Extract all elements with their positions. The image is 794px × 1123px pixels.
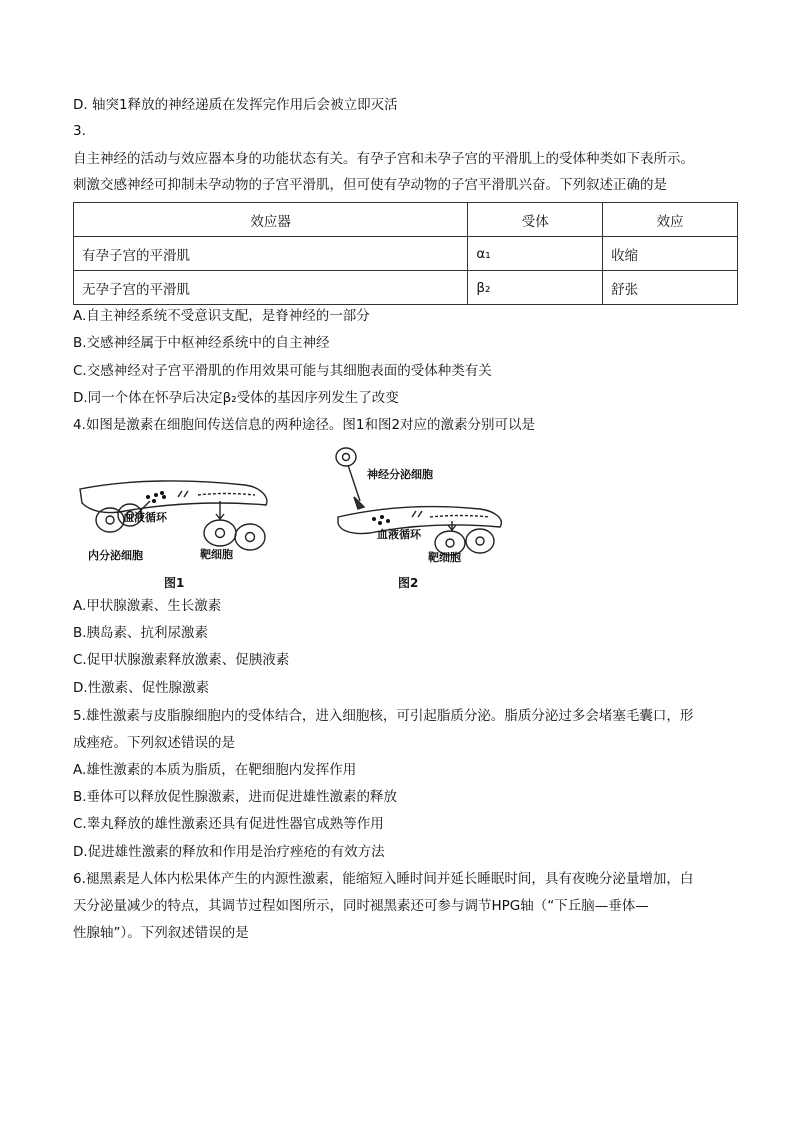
fig2-neuro-label: 神经分泌细胞 [367,468,433,481]
q3-option-b: B.交感神经属于中枢神经系统中的自主神经 [73,335,330,351]
table-cell: β₂ [468,271,603,305]
q6-stem-line1: 6.褪黑素是人体内松果体产生的内源性激素，能缩短入睡时间并延长睡眠时间，具有夜晚分泌量增加，白 [73,871,694,887]
q5-stem-line2: 成痤疮。下列叙述错误的是 [73,735,235,751]
q3-number: 3. [73,123,86,139]
q3-option-d: D.同一个体在怀孕后决定β₂受体的基因序列发生了改变 [73,390,399,406]
q5-option-d: D.促进雄性激素的释放和作用是治疗痤疮的有效方法 [73,844,385,860]
table-cell: 有孕子宫的平滑肌 [74,237,468,271]
figure-2-diagram [330,445,510,570]
table-row [74,271,738,305]
q5-option-c: C.睾丸释放的雄性激素还具有促进性器官成熟等作用 [73,816,384,832]
receptor-table [73,202,738,305]
table-row [74,237,738,271]
q3-stem-line2: 刺激交感神经可抑制未孕动物的子宫平滑肌，但可使有孕动物的子宫平滑肌兴奋。下列叙述正确的是 [73,177,667,193]
fig1-endocrine-label: 内分泌细胞 [88,549,143,562]
table-header-row [74,203,738,237]
q3-option-a: A.自主神经系统不受意识支配，是脊神经的一部分 [73,308,370,324]
q5-stem-line1: 5.雄性激素与皮脂腺细胞内的受体结合，进入细胞核，可引起脂质分泌。脂质分泌过多会堵塞毛囊口，形 [73,708,694,724]
table-cell: α₁ [468,237,603,271]
q6-stem-line3: 性腺轴”）。下列叙述错误的是 [73,925,249,941]
q3-option-c: C.交感神经对子宫平滑肌的作用效果可能与其细胞表面的受体种类有关 [73,363,492,379]
q4-option-a: A.甲状腺激素、生长激素 [73,598,222,614]
table-header: 效应 [603,203,738,237]
q4-option-b: B.胰岛素、抗利尿激素 [73,625,209,641]
table-cell: 无孕子宫的平滑肌 [74,271,468,305]
q5-option-b: B.垂体可以释放促性腺激素，进而促进雄性激素的释放 [73,789,398,805]
table-header: 效应器 [74,203,468,237]
table-cell: 收缩 [603,237,738,271]
fig2-caption: 图2 [398,576,419,590]
fig1-caption: 图1 [164,576,185,590]
q5-option-a: A.雄性激素的本质为脂质，在靶细胞内发挥作用 [73,762,357,778]
q6-stem-line2: 天分泌量减少的特点，其调节过程如图所示，同时褪黑素还可参与调节HPG轴（“下丘脑—垂体— [73,898,649,914]
fig2-blood-label: 血液循环 [377,528,421,541]
q4-stem: 4.如图是激素在细胞间传送信息的两种途径。图1和图2对应的激素分别可以是 [73,417,536,433]
table-cell: 舒张 [603,271,738,305]
table-header: 受体 [468,203,603,237]
fig1-blood-label: 血液循环 [123,511,167,524]
q3-stem-line1: 自主神经的活动与效应器本身的功能状态有关。有孕子宫和未孕子宫的平滑肌上的受体种类如下表所示。 [73,151,694,167]
q4-option-d: D.性激素、促性腺激素 [73,680,210,696]
q2-option-d: D. 轴突1释放的神经递质在发挥完作用后会被立即灭活 [73,97,398,113]
q4-option-c: C.促甲状腺激素释放激素、促胰液素 [73,652,290,668]
fig1-target-label: 靶细胞 [200,548,233,561]
fig2-target-label: 靶细胞 [428,551,461,564]
